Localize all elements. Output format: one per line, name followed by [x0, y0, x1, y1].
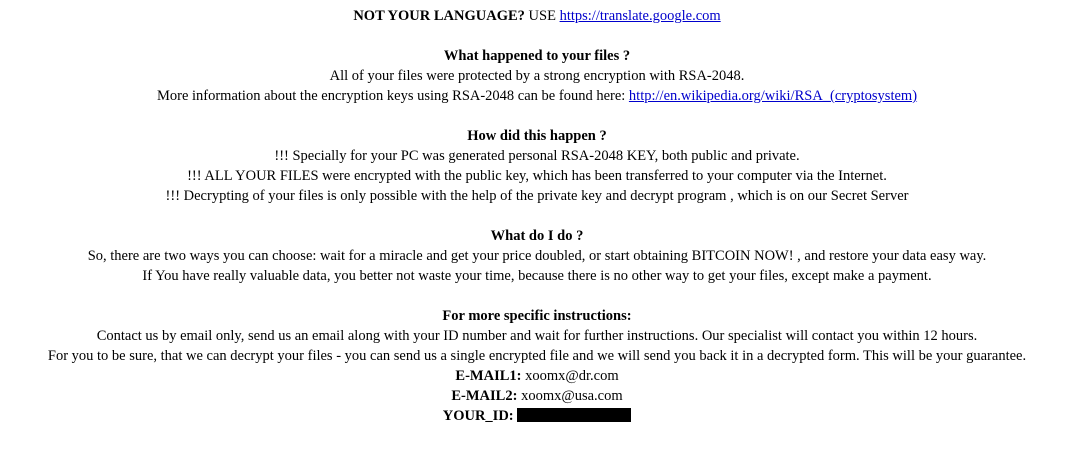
email1-value: xoomx@dr.com	[521, 368, 619, 384]
instructions-line-2: For you to be sure, that we can decrypt your files - you can send us a single encrypted file and we will send you back it in a decrypted form. This will be your guarantee.	[47, 348, 1027, 364]
id-line	[0, 406, 1074, 426]
happened-heading: What happened to your files ?	[443, 48, 631, 64]
happened-line-2-text: More information about the encryption keys using RSA-2048 can be found here:	[156, 88, 629, 104]
language-use-text: USE	[524, 8, 560, 24]
translate-link[interactable]: https://translate.google.com	[559, 8, 721, 24]
what-heading: What do I do ?	[490, 228, 584, 244]
how-line-3: !!! Decrypting of your files is only possible with the help of the private key and decrypt program , which is on our Secret Server	[165, 188, 909, 204]
wikipedia-link[interactable]: http://en.wikipedia.org/wiki/RSA_(cryptosystem)	[628, 88, 918, 104]
how-line-1: !!! Specially for your PC was generated personal RSA-2048 KEY, both public and private.	[274, 148, 800, 164]
email2-label: E-MAIL2:	[451, 388, 518, 404]
spacer	[0, 286, 1074, 306]
what-line-1: So, there are two ways you can choose: wait for a miracle and get your price doubled, or start obtaining BITCOIN NOW! , and restore your data easy way.	[87, 248, 987, 264]
happened-line-2	[0, 86, 1074, 106]
spacer	[0, 106, 1074, 126]
email2-value: xoomx@usa.com	[517, 388, 623, 404]
email1-label: E-MAIL1:	[455, 368, 522, 384]
how-heading: How did this happen ?	[467, 128, 607, 144]
instructions-heading: For more specific instructions:	[442, 308, 632, 324]
what-line-2: If You have really valuable data, you better not waste your time, because there is no other way to get your files, except make a payment.	[142, 268, 932, 284]
email1-line	[0, 366, 1074, 386]
redacted-id-block	[517, 408, 631, 422]
how-line-2: !!! ALL YOUR FILES were encrypted with the public key, which has been transferred to your computer via the Internet.	[187, 168, 887, 184]
spacer	[0, 206, 1074, 226]
happened-line-1: All of your files were protected by a strong encryption with RSA-2048.	[329, 68, 745, 84]
email2-line	[0, 386, 1074, 406]
instructions-line-1: Contact us by email only, send us an email along with your ID number and wait for further instructions. Our specialist will contact you within 12 hours.	[96, 328, 978, 344]
spacer	[0, 26, 1074, 46]
id-label: YOUR_ID:	[442, 408, 514, 424]
language-line	[0, 6, 1074, 26]
language-prefix: NOT YOUR LANGUAGE?	[353, 8, 525, 24]
